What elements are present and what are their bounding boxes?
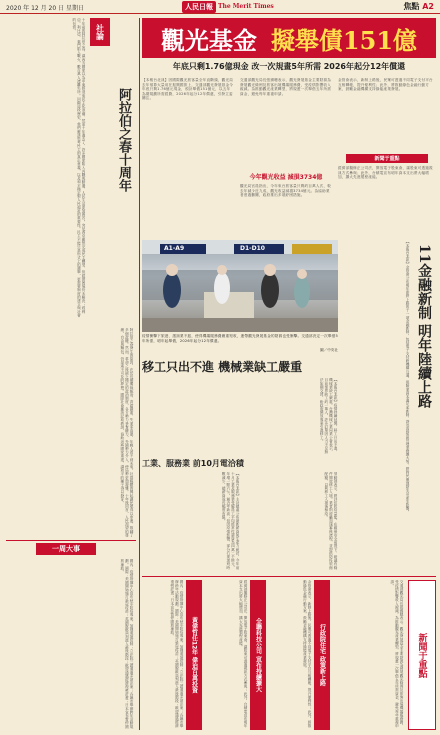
migrant-body: 【本報台北訊】疫情持續延燒，移工只出不進，機械業缺工嚴重。台灣機械工業同業公會表示，目前業界缺工約一萬人，許多訂單因人力不足無法如期交貨，盼政府開放專案引進移工。 <box>320 378 338 454</box>
migrant-body-2: 勞動部表示，將評估防疫量能，在確保安全前提下，研議有條件開放移工入境。業者則呼籲加速審核流程，並提供防疫旅館配額，以利移工入境後檢疫。 <box>324 472 338 570</box>
week-column <box>6 540 136 730</box>
sidebar-news <box>338 78 436 238</box>
airport-scene <box>142 240 338 332</box>
gate-sign-2: D1-D10 <box>240 245 265 252</box>
lead-body: 【本報台北訊】因國際觀光旅客量全年直斷頭，觀光局去年預算大量用在振興國旅上，交通部觀光發展基金今年底只剩1.76億元現金，預計舉債151億元，以五年為期規劃所需經費，2026年起分12年償還，引發立委關注。 <box>142 78 234 101</box>
sidebar-tag: 新聞于重點 <box>346 154 428 163</box>
gate-sign-1: A1-A9 <box>164 245 185 252</box>
photo-credit: 圖／中央社 <box>320 348 338 352</box>
editorial-tag: 社論 <box>90 18 110 46</box>
issue-date: 2020 年 12 月 20 日 星期日 <box>6 5 84 12</box>
editorial-body-2: 阿拉伯之春發生的原因，在於長期獨裁統治、貪腐嚴重、失業率高漲，年輕人看不到未來。社群媒體的興起讓民眾得以串連，推翻了多個政權。然而，革命之後缺乏穩定的政治制度，各方勢力爭奪權力，外國勢力介入，使局勢更加複雜。十年後回首，人民渴望的尊嚴、自由與麵包，仍是遙不可及的夢想。國際社會應該記取教訓，協助這些國家重建，讓和平的種子得以發芽。 <box>120 328 134 537</box>
bottom-body-a: 國內：疫情指揮中心宣布秋冬防疫專案，加強邊境管制；立法院三讀通過多項法案；各縣市舉辦跨年活動規劃。國際：美國開始施打新冠疫苗；英國脫歐談判進入最後階段；歐盟通過經濟復甦計畫；日本宣布暫停國旅補助。 <box>170 580 184 728</box>
bottom-body-c: 金管會表示，新制上路後，民眾可透過不同電子支付平台互相轉帳，提升便利性；此外，將推動綠色金融行動方案，鼓勵金融機構支持綠能產業發展。 <box>303 580 312 728</box>
sidebar-body-2: 經濟部擬修正公司法，開放電子股東會，讓股東可透過視訊方式參與；此外，台積電宣布明年資本支出將大幅增加，擴大先進製程產能。 <box>338 166 433 180</box>
left-divider <box>139 18 140 730</box>
lead-headline <box>142 18 436 58</box>
bottom-body-d: 交通部觀光局長張錫聰表示，觀光發展基金主要財源為發展觀光條例及旅客出境機場服務費，受疫情影響收入銳減。為推動觀光產業轉型，將規畫一次舉借五年所需資金，避免每年重複申請。 <box>390 580 404 728</box>
bottom-tag-d: 新聞于重點 <box>408 580 436 730</box>
bottom-box-c <box>270 580 330 730</box>
finance-column <box>340 240 436 574</box>
newspaper-logo: 人民日報 <box>182 1 216 13</box>
bottom-tag-c: 行政院住宅 政策新上路 <box>314 580 330 730</box>
bottom-box-b <box>206 580 266 730</box>
editorial-body: 十年前的阿拉伯之春，讓西方國家以為中東將迎來民主化浪潮，然而十年過去了，許多國家陷入內戰與動盪，人民生活更加困苦。突尼西亞雖然完成民主轉型，但經濟困境仍未解決；敘利亞、利比亞、葉門陷入戰火，數百萬人流離失所。回顧這段歷史，我們應該思考民主的真正意義，以及和平穩定對人民福祉的重要性。民主不能只是形式上的選舉，更需要制度的建立與社會的包容。 <box>72 18 86 317</box>
lead-body-2: 交通部觀光局長張錫聰表示，觀光發展基金主要財源為發展觀光條例及旅客出境機場服務費，受疫情影響收入銳減。為推動觀光產業轉型，將規畫一次舉借五年所需資金，避免每年重複申請。 <box>240 78 332 96</box>
finance-title: 11金融新制 明年陸續上路 <box>416 244 432 409</box>
lead-kicker-right: 擬舉債151億 <box>270 25 418 55</box>
finance-body: 【本報台北訊】金管會公布明年即將上路的十一項金融新制，包括電子支付跨機構互通、保險業資本適足率新制、證券商財富管理業務擴大等，將對民眾理財生活產生影響。 <box>406 240 410 514</box>
week-body: 國內：疫情指揮中心宣布秋冬防疫專案，加強邊境管制；立法院三讀通過多項法案；各縣市舉辦跨年活動規劃。國際：美國開始施打新冠疫苗；英國脫歐談判進入最後階段；歐盟通過經濟復甦計畫；日本宣布暫停國旅補助。 <box>120 559 134 729</box>
bottom-body-b: 經濟部擬修正公司法，開放電子股東會，讓股東可透過視訊方式參與；此外，台積電宣布明年資本支出將大幅增加，擴大先進製程產能。 <box>239 580 248 728</box>
editorial-column <box>6 18 136 538</box>
lead-body-3: 觀光局官員指出，今年來台旅客量只剩約百萬人次，較去年減少近九成，觀光收益減損3734億元。為協助業者度過難關，政府推出多項紓困措施。 <box>240 184 332 198</box>
sidebar-body: 金管會表示，新制上路後，民眾可透過不同電子支付平台互相轉帳，提升便利性；此外，將推動綠色金融行動方案，鼓勵金融機構支持綠能產業發展。 <box>338 78 433 92</box>
bottom-box-a <box>142 580 202 730</box>
editorial-title: 阿拉伯之春十周年 <box>116 88 131 192</box>
lead-callout: 今年觀光收益 減損3734億 <box>249 174 323 181</box>
lead-kicker-left: 觀光基金 <box>160 25 257 55</box>
week-tag: 一周大事 <box>36 543 96 555</box>
bottom-tag-a: 黃偉哲任12年 偉迫百萬投資 <box>186 580 202 730</box>
newspaper-logo-en: The Merit Times <box>218 3 274 10</box>
lead-subhead: 年底只剩1.76億現金 改一次規畫5年所需 2026年起分12年償還 <box>172 62 406 71</box>
mid-divider <box>142 576 436 577</box>
bottom-tag-b: 全聯科技公司 宣布持續擴大 <box>250 580 266 730</box>
migrant-title: 移工只出不進 機械業缺工嚴重 <box>142 360 303 374</box>
photo-caption: 疫情衝擊下旅遊、諮詢業不振，使得機場服務費嚴重短收，連帶觀光發展基金的財源也受衝擊。交通部決定一次舉借5年所需，明年起舉債，2026年起分12年償還。 <box>142 334 338 343</box>
airport-photo <box>142 240 338 332</box>
vacancy-body: 【本報台北訊】主計總處公布最新薪資與生產力統計，今年前十月工業及服務業受僱員工平均經常性薪資為四萬二千餘元，年增一點六％，創近年新高；但因疫情影響，部分行業加班時數減少，總薪資成長幅度有限。 <box>222 472 240 570</box>
section-label: 焦點 A2 <box>403 2 434 11</box>
page-header <box>0 0 440 14</box>
vacancy-title: 工業、服務業 前10月電洽積 <box>142 459 244 468</box>
bottom-box-d <box>334 580 436 730</box>
